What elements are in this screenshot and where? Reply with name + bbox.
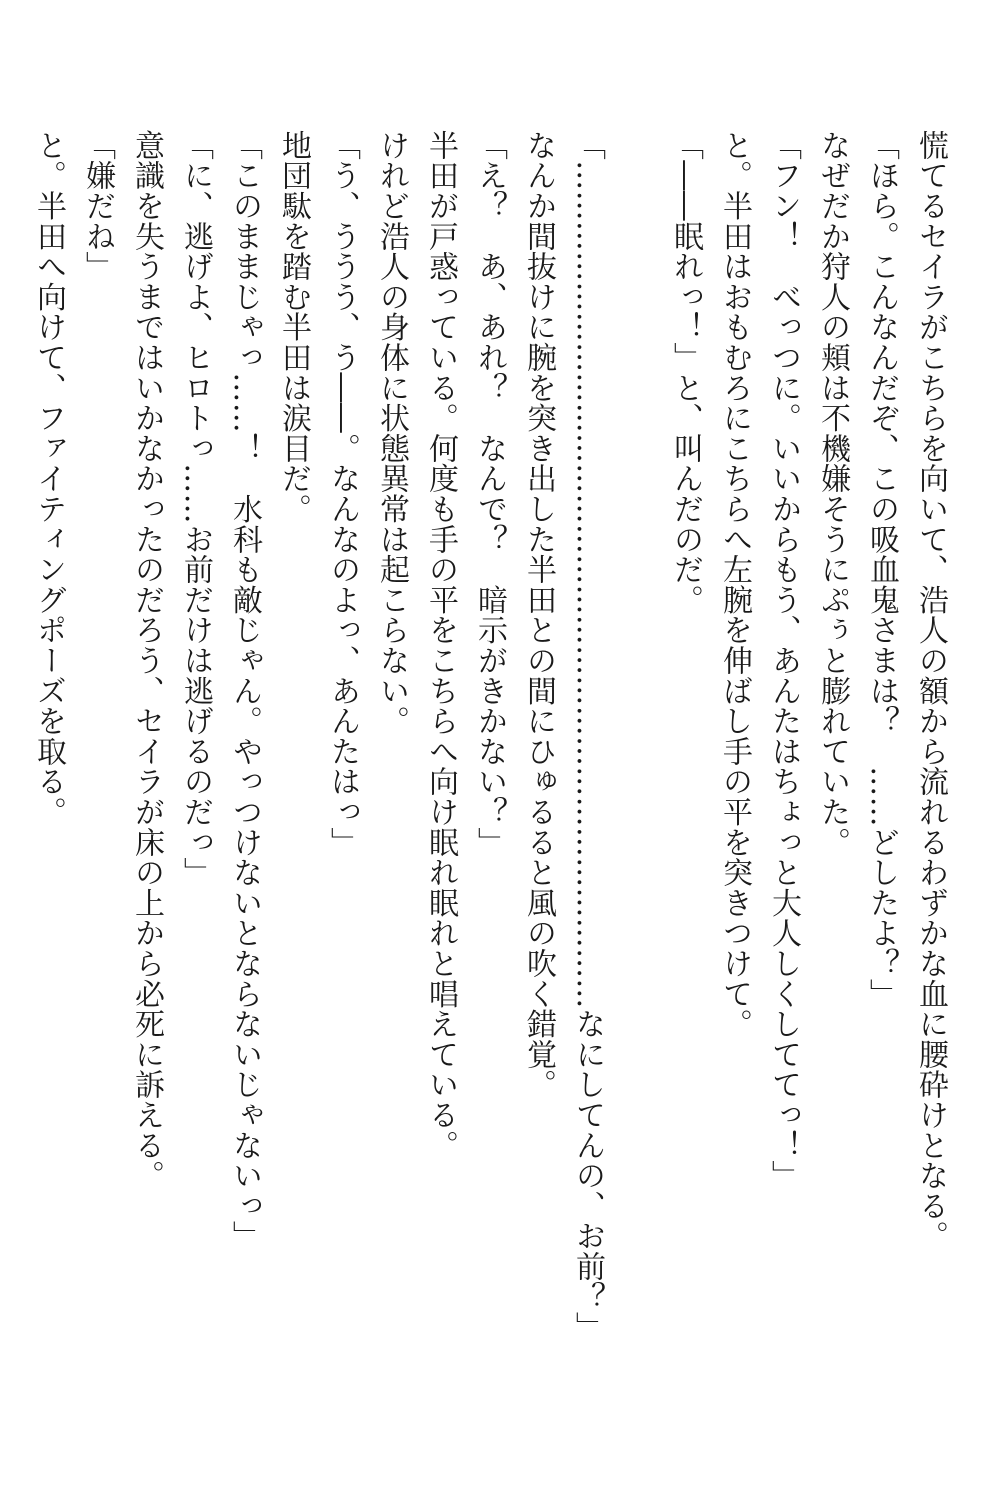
text-line: 「嫌だね」: [80, 130, 115, 282]
text-line: 「え？ あ、あれ？ なんで？ 暗示がきかない？」: [472, 130, 507, 858]
text-line: 「う、ううう、う――。なんなのよっ、あんたはっ」: [325, 130, 360, 858]
vertical-text-block: [31, 130, 955, 1342]
text-line: 地団駄を踏む半田は涙目だ。: [276, 130, 311, 524]
text-line: なぜだか狩人の頬は不機嫌そうにぷぅと膨れていた。: [815, 130, 850, 858]
text-line: 「に、逃げよ、ヒロトっ……お前だけは逃げるのだっ」: [178, 130, 213, 888]
text-line: 意識を失うまではいかなかったのだろう、セイラが床の上から必死に訴える。: [129, 130, 164, 1191]
text-line: 「フン！ べっつに。いいからもう、あんたはちょっと大人しくしててっ！」: [766, 130, 801, 1191]
text-line: 「…………………………………………………………………………なにしてんの、お前？」: [570, 130, 605, 1342]
text-line: 「――眠れっ！」と、叫んだのだ。: [668, 130, 703, 615]
blank-line: [612, 130, 661, 1240]
text-line: と。半田へ向けて、ファイティングポーズを取る。: [31, 130, 66, 827]
text-line: 「このままじゃっ……！ 水科も敵じゃん。やっつけないとならないじゃないっ」: [227, 130, 262, 1252]
text-line: けれど浩人の身体に状態異常は起こらない。: [374, 130, 409, 736]
text-line: 「ほら。こんなんだぞ、この吸血鬼さまは？ ……どしたよ？」: [864, 130, 899, 1009]
text-line: なんか間抜けに腕を突き出した半田との間にひゅるると風の吹く錯覚。: [521, 130, 556, 1100]
text-line: 半田が戸惑っている。何度も手の平をこちらへ向け眠れ眠れと唱えている。: [423, 130, 458, 1161]
text-line: と。半田はおもむろにこちらへ左腕を伸ばし手の平を突きつけて。: [717, 130, 752, 1039]
text-line: 慌てるセイラがこちらを向いて、浩人の額から流れるわずかな血に腰砕けとなる。: [913, 130, 948, 1252]
